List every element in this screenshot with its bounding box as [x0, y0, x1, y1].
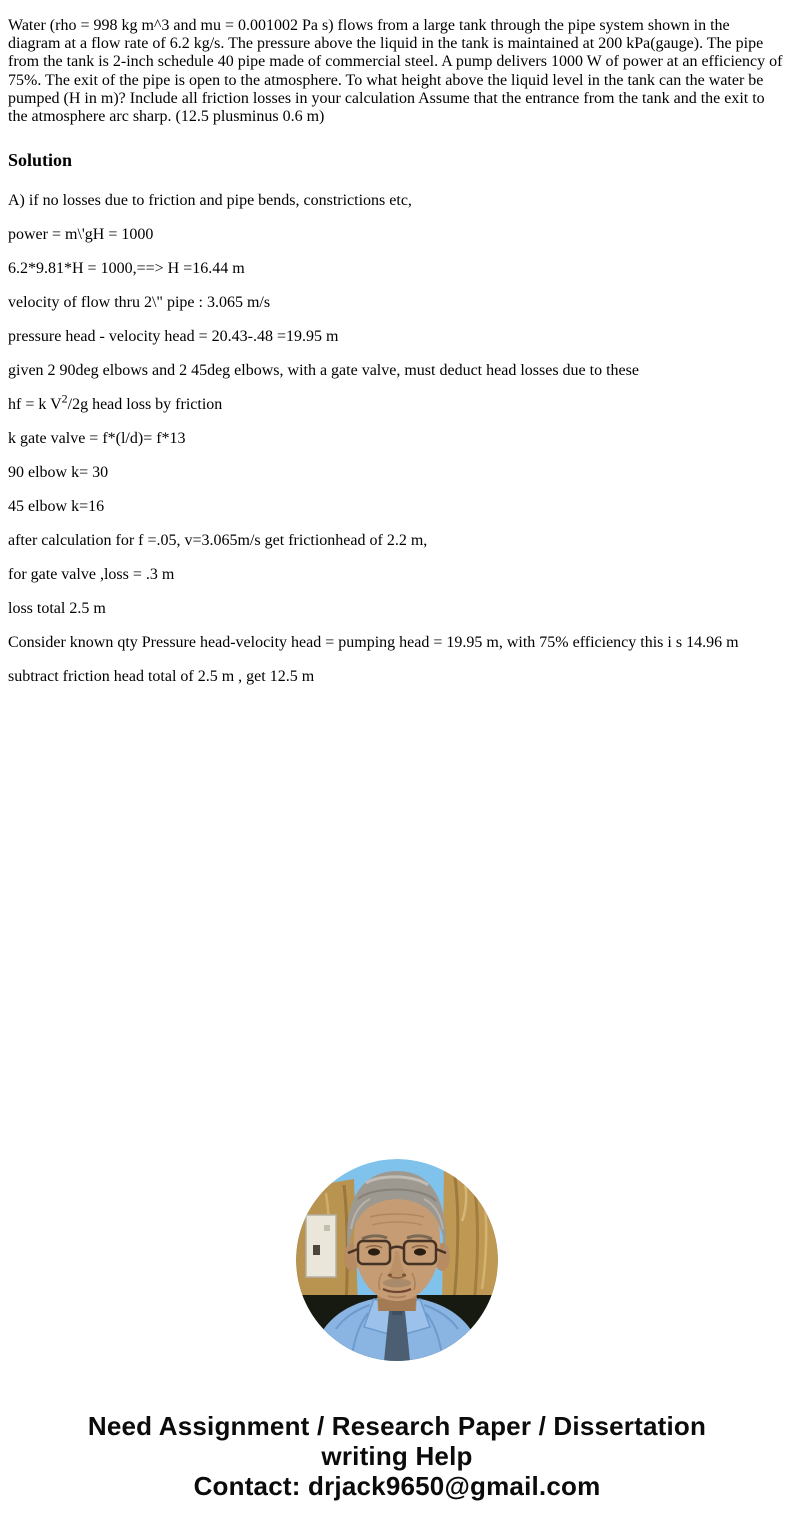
hf-formula-post: /2g head loss by friction [67, 396, 223, 414]
solution-line: Consider known qty Pressure head-velocity head = pumping head = 19.95 m, with 75% efficiency this i s 14.96 m [8, 634, 739, 652]
avatar-wall-panel [306, 1215, 336, 1277]
solution-line: 45 elbow k=16 [8, 498, 105, 516]
solution-line: power = m\'gH = 1000 [8, 226, 154, 244]
solution-line: k gate valve = f*(l/d)= f*13 [8, 430, 186, 448]
solution-line: A) if no losses due to friction and pipe bends, constrictions etc, [8, 192, 412, 210]
solution-line: loss total 2.5 m [8, 600, 106, 618]
avatar-photo-illustration [296, 1159, 498, 1361]
avatar-curtain-right [442, 1165, 498, 1311]
solution-line: velocity of flow thru 2\" pipe : 3.065 m/s [8, 294, 271, 312]
solution-line: 6.2*9.81*H = 1000,==> H =16.44 m [8, 260, 245, 278]
whitespace-spacer [8, 701, 786, 1159]
hf-formula-exponent: 2 [61, 391, 68, 406]
solution-line: for gate valve ,loss = .3 m [8, 566, 175, 584]
solution-line: 90 elbow k= 30 [8, 464, 109, 482]
hf-formula-pre: hf = k V [8, 396, 62, 414]
solution-heading: Solution [8, 150, 73, 171]
tutor-avatar [296, 1159, 498, 1361]
solution-line: after calculation for f =.05, v=3.065m/s get frictionhead of 2.2 m, [8, 532, 428, 550]
solution-line-friction-formula [8, 391, 786, 414]
solution-line: given 2 90deg elbows and 2 45deg elbows, with a gate valve, must deduct head losses due to these [8, 362, 639, 380]
promo-line-1: Need Assignment / Research Paper / Dissertation [87, 1411, 707, 1442]
problem-statement: Water (rho = 998 kg m^3 and mu = 0.001002 Pa s) flows from a large tank through the pipe system shown in the diagram at a flow rate of 6.2 kg/s. The pressure above the liquid in the tank is maintained at 200 kPa(gauge). The pipe from the tank is 2-inch schedule 40 pipe made of commercial steel. A pump delivers 1000 W of power at an efficiency of 75%. The exit of the pipe is open to the atmosphere. To what height above the liquid level in the tank can the water be pumped (H in m)? Include all friction losses in your calculation Assume that the entrance from the tank and the exit to the atmosphere arc sharp. (12.5 plusminus 0.6 m) [8, 17, 783, 126]
promo-footer [8, 1411, 786, 1501]
solution-line: subtract friction head total of 2.5 m , get 12.5 m [8, 668, 315, 686]
solution-line: pressure head - velocity head = 20.43-.48 =19.95 m [8, 328, 339, 346]
promo-line-2: writing Help [321, 1441, 473, 1472]
contact-email-line: Contact: drjack9650@gmail.com [193, 1471, 601, 1502]
